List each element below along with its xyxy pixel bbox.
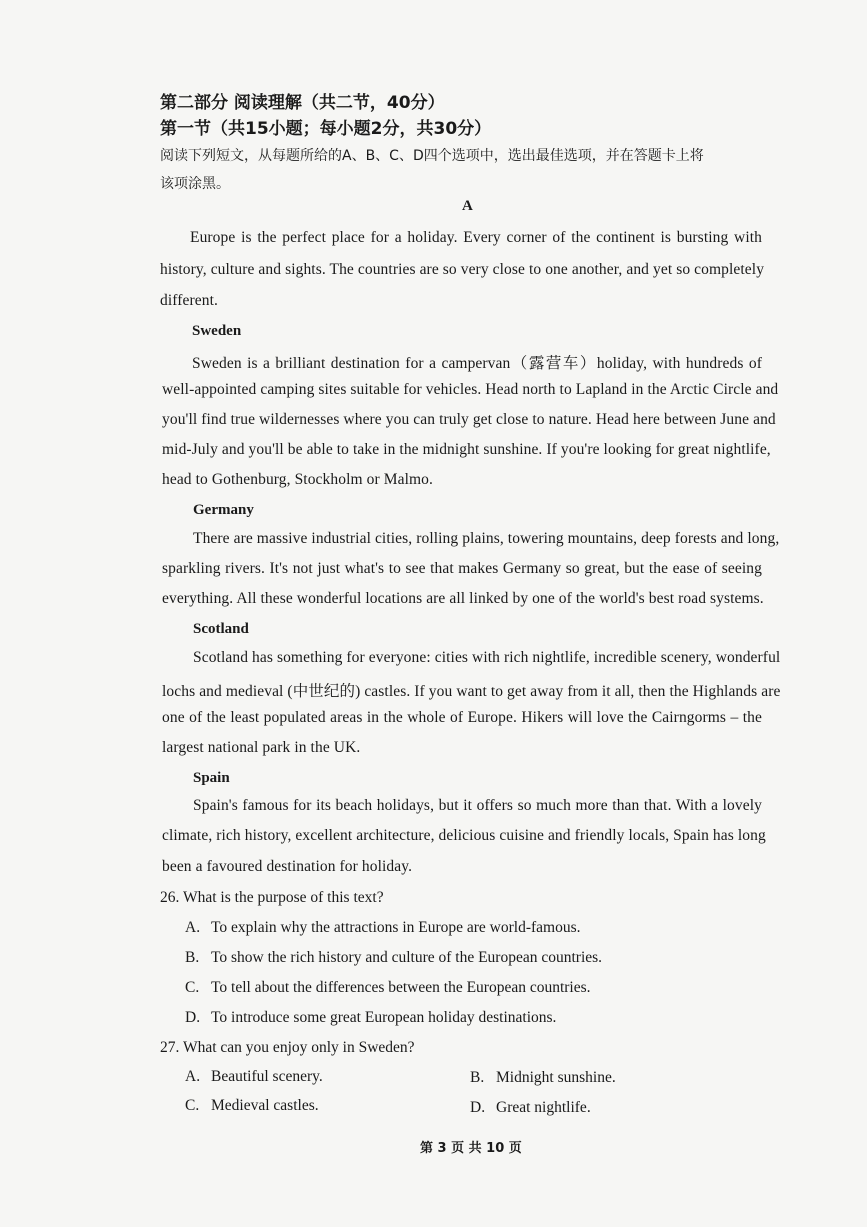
option-letter: B. xyxy=(185,949,200,966)
q27-option-d xyxy=(470,1099,591,1117)
spain-line-2: climate, rich history, excellent architecture, delicious cuisine and friendly locals, Spain has long xyxy=(162,827,766,844)
option-letter: C. xyxy=(185,1097,200,1114)
q26-option-d xyxy=(185,1009,556,1027)
option-letter: D. xyxy=(470,1099,486,1116)
q27-option-a xyxy=(185,1068,323,1086)
q26-option-c xyxy=(185,979,591,997)
option-letter: A. xyxy=(185,1068,201,1085)
option-letter: C. xyxy=(185,979,200,996)
scotland-line-2: lochs and medieval (中世纪的) castles. If you want to get away from it all, then the Highlands are xyxy=(162,683,781,700)
germany-line-2: sparkling rivers. It's not just what's to see that makes Germany so great, but the ease of seeing xyxy=(162,560,762,577)
sweden-line-2: well-appointed camping sites suitable for vehicles. Head north to Lapland in the Arctic Circle and xyxy=(162,381,779,398)
instruction-line-1: 阅读下列短文，从每题所给的A、B、C、D四个选项中，选出最佳选项，并在答题卡上将 xyxy=(160,148,704,164)
spain-line-1: Spain's famous for its beach holidays, but it offers so much more than that. With a lovely xyxy=(193,797,762,814)
sweden-line-3: you'll find true wildernesses where you can truly get close to nature. Head here between June and xyxy=(162,411,776,428)
option-text: Midnight sunshine. xyxy=(496,1069,616,1086)
section-heading-sweden: Sweden xyxy=(192,323,242,339)
question-text: What can you enjoy only in Sweden? xyxy=(182,1039,415,1056)
question-number: 26. xyxy=(160,889,180,906)
option-text: To show the rich history and culture of the European countries. xyxy=(211,949,603,966)
question-text: What is the purpose of this text? xyxy=(182,889,384,906)
option-text: Great nightlife. xyxy=(496,1099,591,1116)
option-text: Medieval castles. xyxy=(211,1097,319,1114)
part-title: 第二部分 阅读理解（共二节，40分） xyxy=(160,93,445,113)
q26-option-b xyxy=(185,949,602,967)
section-heading-scotland: Scotland xyxy=(193,621,249,637)
option-text: To tell about the differences between the European countries. xyxy=(211,979,591,996)
option-letter: A. xyxy=(185,919,201,936)
sweden-line-4: mid-July and you'll be able to take in the midnight sunshine. If you're looking for great nightlife, xyxy=(162,441,771,458)
option-letter: D. xyxy=(185,1009,201,1026)
option-text: To introduce some great European holiday destinations. xyxy=(211,1009,557,1026)
scotland-line-4: largest national park in the UK. xyxy=(162,739,361,756)
sweden-line-1: Sweden is a brilliant destination for a campervan（露营车）holiday, with hundreds of xyxy=(192,355,762,372)
subsection-title: 第一节（共15小题；每小题2分，共30分） xyxy=(160,119,492,139)
q26-option-a xyxy=(185,919,581,937)
q27-option-c xyxy=(185,1097,319,1115)
section-heading-spain: Spain xyxy=(193,770,230,786)
question-number: 27. xyxy=(160,1039,180,1056)
scotland-line-1: Scotland has something for everyone: cities with rich nightlife, incredible scenery, wonderful xyxy=(193,649,781,666)
germany-line-1: There are massive industrial cities, rolling plains, towering mountains, deep forests and long, xyxy=(193,530,780,547)
page-number: 第 3 页 共 10 页 xyxy=(420,1141,522,1156)
instruction-line-2: 该项涂黑。 xyxy=(160,176,230,192)
scotland-line-3: one of the least populated areas in the whole of Europe. Hikers will love the Cairngorms – the xyxy=(162,709,762,726)
question-27 xyxy=(160,1039,415,1057)
q27-option-b xyxy=(470,1069,616,1087)
spain-line-3: been a favoured destination for holiday. xyxy=(162,858,413,875)
option-text: Beautiful scenery. xyxy=(211,1068,323,1085)
germany-line-3: everything. All these wonderful locations are all linked by one of the world's best road systems. xyxy=(162,590,764,607)
option-text: To explain why the attractions in Europe are world-famous. xyxy=(211,919,581,936)
intro-line-2: history, culture and sights. The countries are so very close to one another, and yet so completely xyxy=(160,261,765,278)
option-letter: B. xyxy=(470,1069,485,1086)
intro-line-1: Europe is the perfect place for a holiday. Every corner of the continent is bursting with xyxy=(190,229,762,246)
sweden-line-5: head to Gothenburg, Stockholm or Malmo. xyxy=(162,471,433,488)
passage-label: A xyxy=(462,198,473,214)
section-heading-germany: Germany xyxy=(193,502,254,518)
intro-line-3: different. xyxy=(160,292,218,309)
question-26 xyxy=(160,889,384,907)
